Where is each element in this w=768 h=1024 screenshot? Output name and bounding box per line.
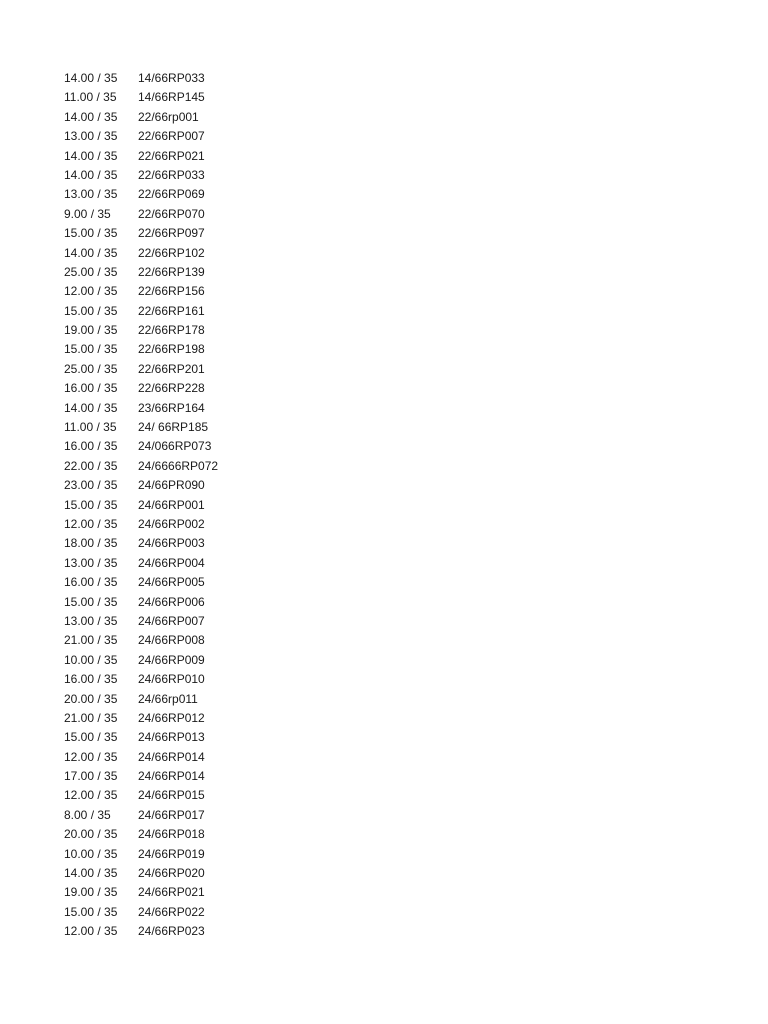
code-cell: 24/66RP013 bbox=[138, 730, 205, 745]
table-row bbox=[64, 340, 704, 359]
table-row bbox=[64, 244, 704, 263]
code-cell: 22/66RP198 bbox=[138, 342, 205, 357]
score-cell: 13.00 / 35 bbox=[64, 555, 118, 570]
table-row bbox=[64, 263, 704, 282]
code-cell: 24/6666RP072 bbox=[138, 458, 219, 473]
score-cell: 14.00 / 35 bbox=[64, 245, 118, 260]
score-cell: 11.00 / 35 bbox=[64, 90, 117, 105]
table-row bbox=[64, 690, 704, 709]
code-cell: 24/66RP004 bbox=[138, 555, 205, 570]
code-cell: 24/ 66RP185 bbox=[138, 420, 209, 435]
table-row bbox=[64, 903, 704, 922]
score-cell: 11.00 / 35 bbox=[64, 420, 117, 435]
code-cell: 24/66RP005 bbox=[138, 575, 205, 590]
score-cell: 15.00 / 35 bbox=[64, 303, 118, 318]
table-row bbox=[64, 922, 704, 941]
code-cell: 24/66RP018 bbox=[138, 827, 205, 842]
table-row bbox=[64, 147, 704, 166]
table-row bbox=[64, 554, 704, 573]
code-cell: 24/66RP021 bbox=[138, 885, 205, 900]
score-cell: 14.00 / 35 bbox=[64, 400, 118, 415]
score-cell: 13.00 / 35 bbox=[64, 613, 118, 628]
table-row bbox=[64, 573, 704, 592]
score-cell: 15.00 / 35 bbox=[64, 497, 118, 512]
table-row bbox=[64, 418, 704, 437]
table-row bbox=[64, 108, 704, 127]
score-cell: 10.00 / 35 bbox=[64, 652, 118, 667]
code-cell: 22/66RP228 bbox=[138, 381, 205, 396]
score-cell: 14.00 / 35 bbox=[64, 167, 118, 182]
table-row bbox=[64, 69, 704, 88]
score-cell: 15.00 / 35 bbox=[64, 594, 118, 609]
score-cell: 16.00 / 35 bbox=[64, 672, 118, 687]
score-cell: 12.00 / 35 bbox=[64, 788, 118, 803]
table-row bbox=[64, 302, 704, 321]
score-cell: 16.00 / 35 bbox=[64, 381, 118, 396]
score-cell: 21.00 / 35 bbox=[64, 710, 118, 725]
score-cell: 14.00 / 35 bbox=[64, 148, 118, 163]
score-cell: 10.00 / 35 bbox=[64, 846, 118, 861]
code-cell: 22/66RP007 bbox=[138, 129, 205, 144]
table-row bbox=[64, 515, 704, 534]
code-cell: 22/66RP161 bbox=[138, 303, 205, 318]
code-cell: 24/66rp011 bbox=[138, 691, 198, 706]
table-row bbox=[64, 670, 704, 689]
table-row bbox=[64, 709, 704, 728]
table-row bbox=[64, 321, 704, 340]
table-row bbox=[64, 437, 704, 456]
table-row bbox=[64, 748, 704, 767]
score-cell: 8.00 / 35 bbox=[64, 807, 111, 822]
score-cell: 15.00 / 35 bbox=[64, 226, 118, 241]
code-cell: 24/66RP015 bbox=[138, 788, 205, 803]
table-row bbox=[64, 534, 704, 553]
score-cell: 13.00 / 35 bbox=[64, 129, 118, 144]
table-row bbox=[64, 185, 704, 204]
code-cell: 22/66RP201 bbox=[138, 361, 205, 376]
code-cell: 24/66RP014 bbox=[138, 769, 205, 784]
code-cell: 24/66RP007 bbox=[138, 613, 205, 628]
score-cell: 12.00 / 35 bbox=[64, 284, 118, 299]
table-row bbox=[64, 728, 704, 747]
code-cell: 22/66RP102 bbox=[138, 245, 205, 260]
score-cell: 14.00 / 35 bbox=[64, 109, 118, 124]
table-row bbox=[64, 476, 704, 495]
table-row bbox=[64, 399, 704, 418]
table-row bbox=[64, 224, 704, 243]
code-cell: 22/66RP070 bbox=[138, 206, 205, 221]
table-row bbox=[64, 282, 704, 301]
code-cell: 22/66RP097 bbox=[138, 226, 205, 241]
score-cell: 12.00 / 35 bbox=[64, 749, 118, 764]
table-row bbox=[64, 825, 704, 844]
code-cell: 24/66RP014 bbox=[138, 749, 205, 764]
table-row bbox=[64, 612, 704, 631]
code-cell: 23/66RP164 bbox=[138, 400, 205, 415]
score-cell: 9.00 / 35 bbox=[64, 206, 111, 221]
code-cell: 24/66RP023 bbox=[138, 924, 205, 939]
code-cell: 24/66RP017 bbox=[138, 807, 205, 822]
table-row bbox=[64, 88, 704, 107]
code-cell: 22/66RP069 bbox=[138, 187, 205, 202]
score-cell: 16.00 / 35 bbox=[64, 439, 118, 454]
code-cell: 24/66RP006 bbox=[138, 594, 205, 609]
table-row bbox=[64, 127, 704, 146]
score-cell: 14.00 / 35 bbox=[64, 866, 118, 881]
table-row bbox=[64, 864, 704, 883]
table-row bbox=[64, 360, 704, 379]
score-cell: 13.00 / 35 bbox=[64, 187, 118, 202]
score-cell: 25.00 / 35 bbox=[64, 264, 118, 279]
code-cell: 24/66RP022 bbox=[138, 904, 205, 919]
score-cell: 18.00 / 35 bbox=[64, 536, 118, 551]
code-cell: 24/66RP020 bbox=[138, 866, 205, 881]
code-cell: 24/66RP010 bbox=[138, 672, 205, 687]
table-row bbox=[64, 767, 704, 786]
score-cell: 17.00 / 35 bbox=[64, 769, 118, 784]
score-cell: 15.00 / 35 bbox=[64, 342, 118, 357]
score-cell: 20.00 / 35 bbox=[64, 827, 118, 842]
table-row bbox=[64, 806, 704, 825]
code-cell: 24/66RP003 bbox=[138, 536, 205, 551]
score-cell: 19.00 / 35 bbox=[64, 323, 118, 338]
code-cell: 24/066RP073 bbox=[138, 439, 212, 454]
score-cell: 15.00 / 35 bbox=[64, 730, 118, 745]
code-cell: 22/66RP178 bbox=[138, 323, 205, 338]
score-cell: 25.00 / 35 bbox=[64, 361, 118, 376]
table-row bbox=[64, 166, 704, 185]
table-row bbox=[64, 496, 704, 515]
table-row bbox=[64, 845, 704, 864]
score-cell: 15.00 / 35 bbox=[64, 904, 118, 919]
code-cell: 22/66RP033 bbox=[138, 167, 205, 182]
code-cell: 24/66RP009 bbox=[138, 652, 205, 667]
code-cell: 24/66RP019 bbox=[138, 846, 205, 861]
score-cell: 12.00 / 35 bbox=[64, 924, 118, 939]
code-cell: 24/66RP002 bbox=[138, 516, 205, 531]
score-cell: 14.00 / 35 bbox=[64, 71, 118, 85]
results-sheet bbox=[64, 69, 704, 942]
code-cell: 22/66RP156 bbox=[138, 284, 205, 299]
code-cell: 24/66PR090 bbox=[138, 478, 205, 493]
table-row bbox=[64, 883, 704, 902]
score-cell: 16.00 / 35 bbox=[64, 575, 118, 590]
code-cell: 14/66RP145 bbox=[138, 90, 205, 105]
score-cell: 22.00 / 35 bbox=[64, 458, 118, 473]
code-cell: 24/66RP001 bbox=[138, 497, 205, 512]
score-cell: 23.00 / 35 bbox=[64, 478, 118, 493]
code-cell: 24/66RP008 bbox=[138, 633, 205, 648]
table-row bbox=[64, 379, 704, 398]
score-cell: 21.00 / 35 bbox=[64, 633, 118, 648]
code-cell: 24/66RP012 bbox=[138, 710, 205, 725]
table-row bbox=[64, 651, 704, 670]
table-row bbox=[64, 593, 704, 612]
code-cell: 22/66RP139 bbox=[138, 264, 205, 279]
code-cell: 22/66rp001 bbox=[138, 109, 199, 124]
score-cell: 12.00 / 35 bbox=[64, 516, 118, 531]
code-cell: 22/66RP021 bbox=[138, 148, 205, 163]
table-row bbox=[64, 205, 704, 224]
table-row bbox=[64, 631, 704, 650]
table-row bbox=[64, 786, 704, 805]
score-cell: 20.00 / 35 bbox=[64, 691, 118, 706]
table-row bbox=[64, 457, 704, 476]
score-cell: 19.00 / 35 bbox=[64, 885, 118, 900]
code-cell: 14/66RP033 bbox=[138, 71, 205, 85]
